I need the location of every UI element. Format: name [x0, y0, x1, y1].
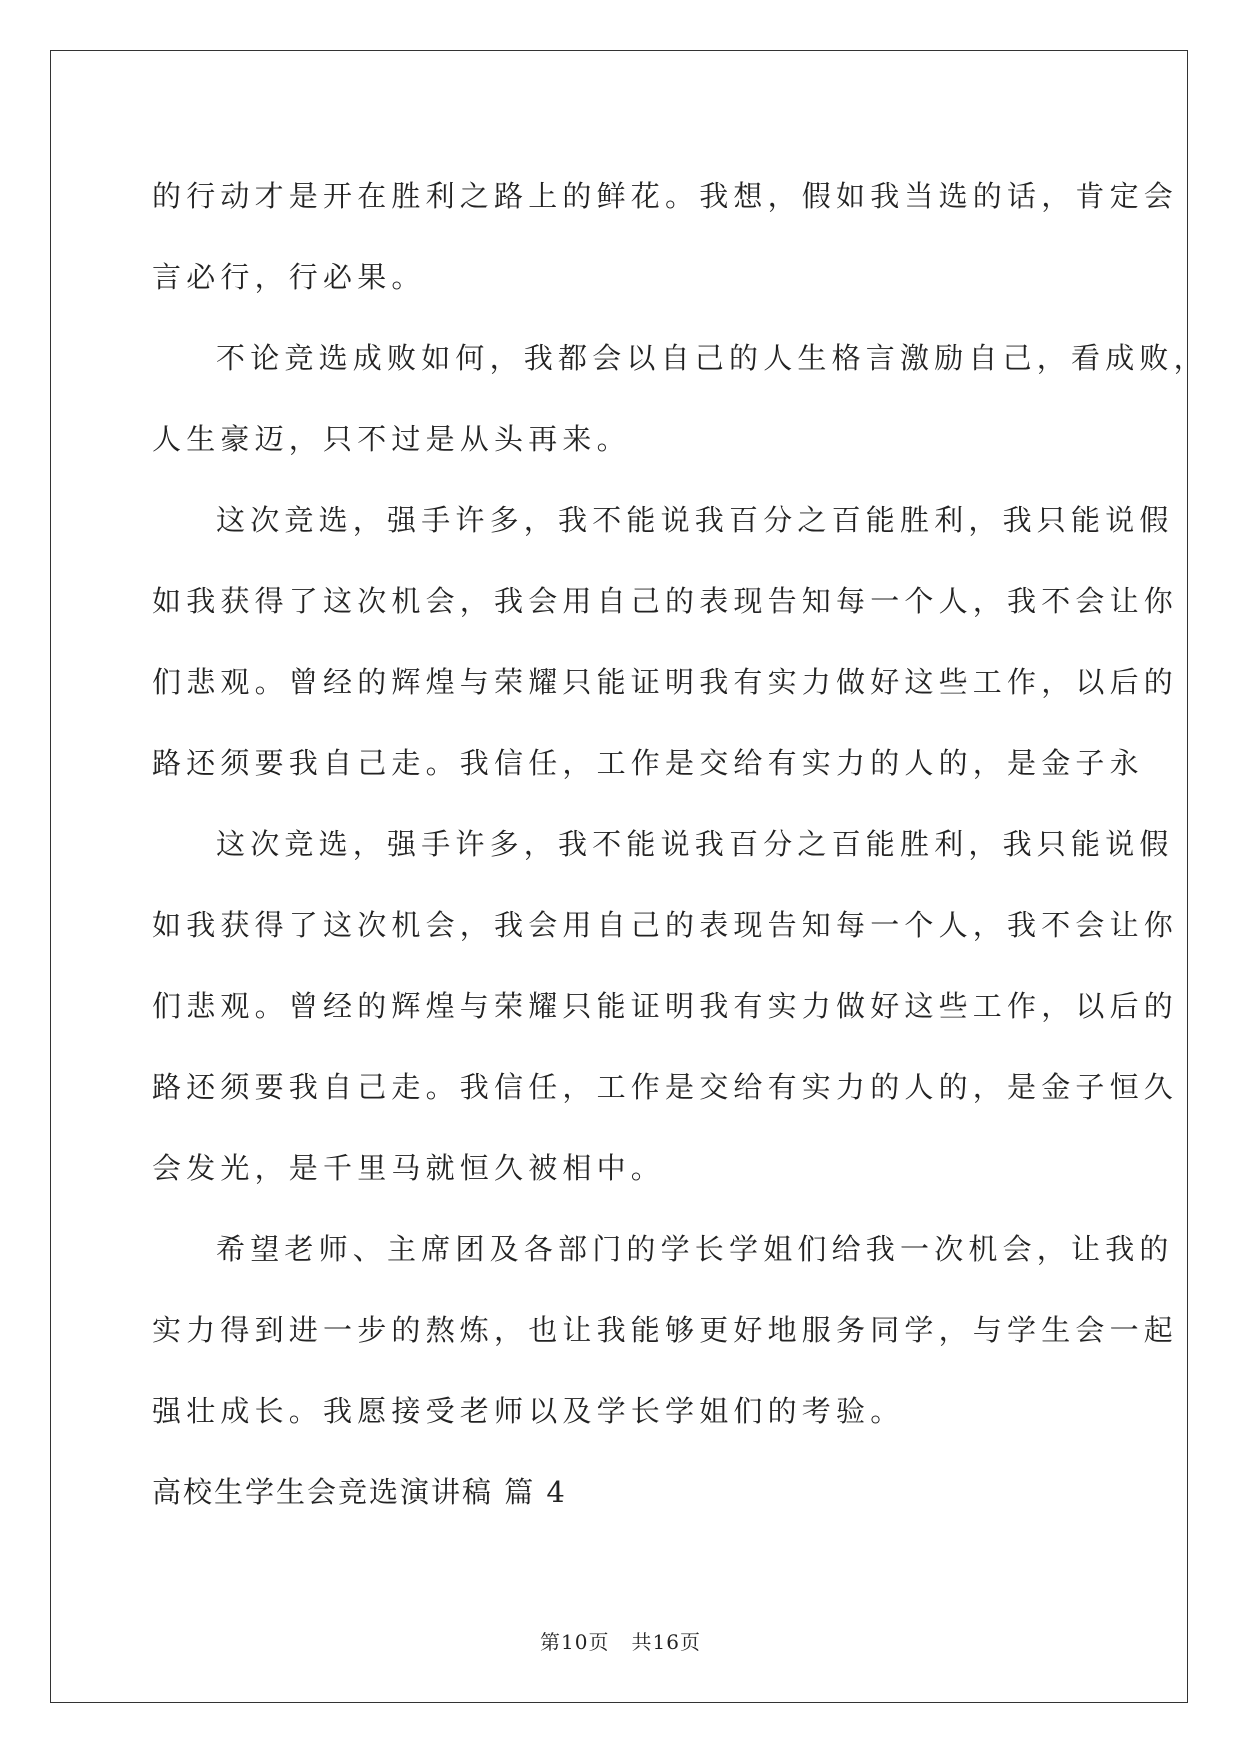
document-body	[152, 156, 1208, 1559]
text-line: 不论竞选成败如何，我都会以自己的人生格言激励自己，看成败，	[216, 341, 1208, 375]
text-line: 如我获得了这次机会，我会用自己的表现告知每一个人，我不会让你	[152, 908, 1179, 942]
text-line: 会发光，是千里马就恒久被相中。	[152, 1151, 666, 1185]
text-line: 实力得到进一步的熬炼，也让我能够更好地服务同学，与学生会一起	[152, 1313, 1179, 1347]
text-line: 希望老师、主席团及各部门的学长学姐们给我一次机会，让我的	[216, 1232, 1174, 1266]
text-line: 言必行，行必果。	[152, 260, 426, 294]
text-line: 们悲观。曾经的辉煌与荣耀只能证明我有实力做好这些工作，以后的	[152, 665, 1179, 699]
text-line: 们悲观。曾经的辉煌与荣耀只能证明我有实力做好这些工作，以后的	[152, 989, 1179, 1023]
text-line: 如我获得了这次机会，我会用自己的表现告知每一个人，我不会让你	[152, 584, 1179, 618]
text-line: 路还须要我自己走。我信任，工作是交给有实力的人的，是金子恒久	[152, 1070, 1179, 1104]
text-line: 的行动才是开在胜利之路上的鲜花。我想，假如我当选的话，肯定会	[152, 179, 1179, 213]
text-line: 路还须要我自己走。我信任，工作是交给有实力的人的，是金子永	[152, 746, 1144, 780]
text-line: 这次竞选，强手许多，我不能说我百分之百能胜利，我只能说假	[216, 827, 1174, 861]
text-line: 人生豪迈，只不过是从头再来。	[152, 422, 631, 456]
section-heading: 高校生学生会竞选演讲稿 篇 4	[152, 1475, 567, 1509]
text-line: 强壮成长。我愿接受老师以及学长学姐们的考验。	[152, 1394, 905, 1428]
page-number-footer: 第10页 共16页	[540, 1630, 701, 1654]
text-line: 这次竞选，强手许多，我不能说我百分之百能胜利，我只能说假	[216, 503, 1174, 537]
